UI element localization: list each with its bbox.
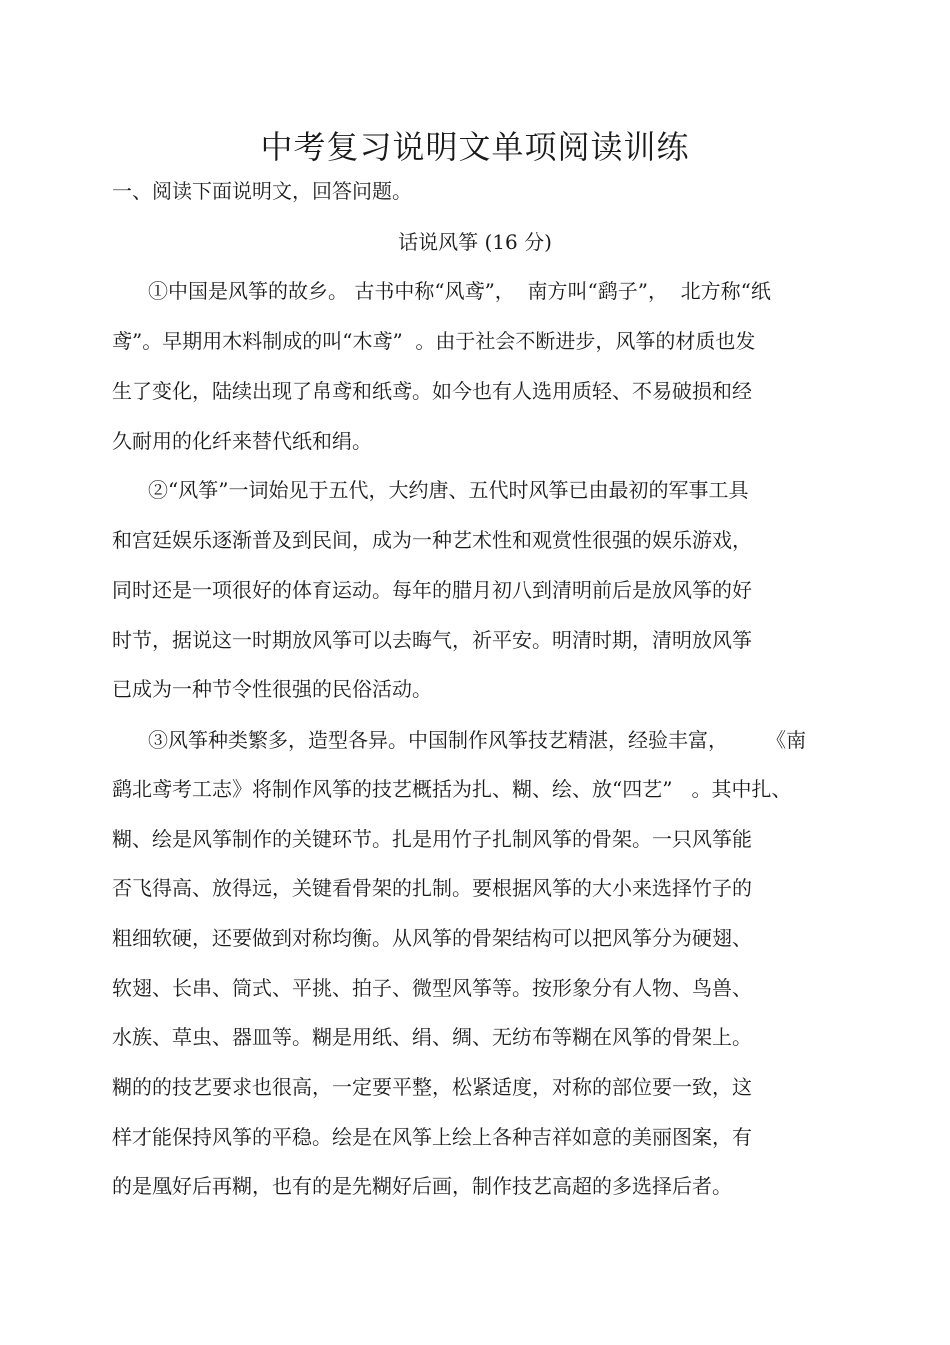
- passage-title: 话说风筝 (16 分): [398, 230, 552, 254]
- text-line: 糊、绘是风筝制作的关键环节。扎是用竹子扎制风筝的骨架。一只风筝能: [112, 827, 752, 851]
- text-line: ①中国是风筝的故乡。 古书中称“风鸢”， 南方叫“鹞子”， 北方称“纸: [148, 279, 771, 303]
- text-line: 已成为一种节令性很强的民俗活动。: [112, 677, 432, 701]
- text-line: 时节，据说这一时期放风筝可以去晦气，祈平安。明清时期，清明放风筝: [112, 628, 752, 652]
- page-title: 中考复习说明文单项阅读训练: [260, 128, 690, 166]
- text-line: 水族、草虫、器皿等。糊是用纸、绢、绸、无纺布等糊在风筝的骨架上。: [112, 1025, 752, 1049]
- instruction: 一、阅读下面说明文，回答问题。: [112, 179, 412, 203]
- text-line: 样才能保持风筝的平稳。绘是在风筝上绘上各种吉祥如意的美丽图案，有: [112, 1125, 752, 1149]
- text-line: ②“风筝”一词始见于五代，大约唐、五代时风筝已由最初的军事工具: [148, 478, 749, 502]
- text-line: 同时还是一项很好的体育运动。每年的腊月初八到清明前后是放风筝的好: [112, 578, 752, 602]
- text-line: 鸢”。早期用木料制成的叫“木鸢” 。由于社会不断进步，风筝的材质也发: [112, 329, 756, 353]
- text-line: 久耐用的化纤来替代纸和绢。: [112, 429, 372, 453]
- text-line: 粗细软硬，还要做到对称均衡。从风筝的骨架结构可以把风筝分为硬翅、: [112, 926, 752, 950]
- text-line: 软翅、长串、筒式、平挑、拍子、微型风筝等。按形象分有人物、鸟兽、: [112, 976, 752, 1000]
- text-line: 生了变化，陆续出现了帛鸢和纸鸢。如今也有人选用质轻、不易破损和经: [112, 379, 752, 403]
- text-line: 和宫廷娱乐逐渐普及到民间，成为一种艺术性和观赏性很强的娱乐游戏，: [112, 528, 752, 552]
- text-line: 鹞北鸢考工志》将制作风筝的技艺概括为扎、糊、绘、放“四艺” 。其中扎、: [112, 777, 792, 801]
- text-line: 否飞得高、放得远，关键看骨架的扎制。要根据风筝的大小来选择竹子的: [112, 876, 752, 900]
- text-line: ③风筝种类繁多，造型各异。中国制作风筝技艺精湛，经验丰富， 《南: [148, 728, 807, 752]
- text-line: 的是凰好后再糊，也有的是先糊好后画，制作技艺高超的多选择后者。: [112, 1174, 732, 1198]
- text-line: 糊的的技艺要求也很高，一定要平整，松紧适度，对称的部位要一致，这: [112, 1075, 752, 1099]
